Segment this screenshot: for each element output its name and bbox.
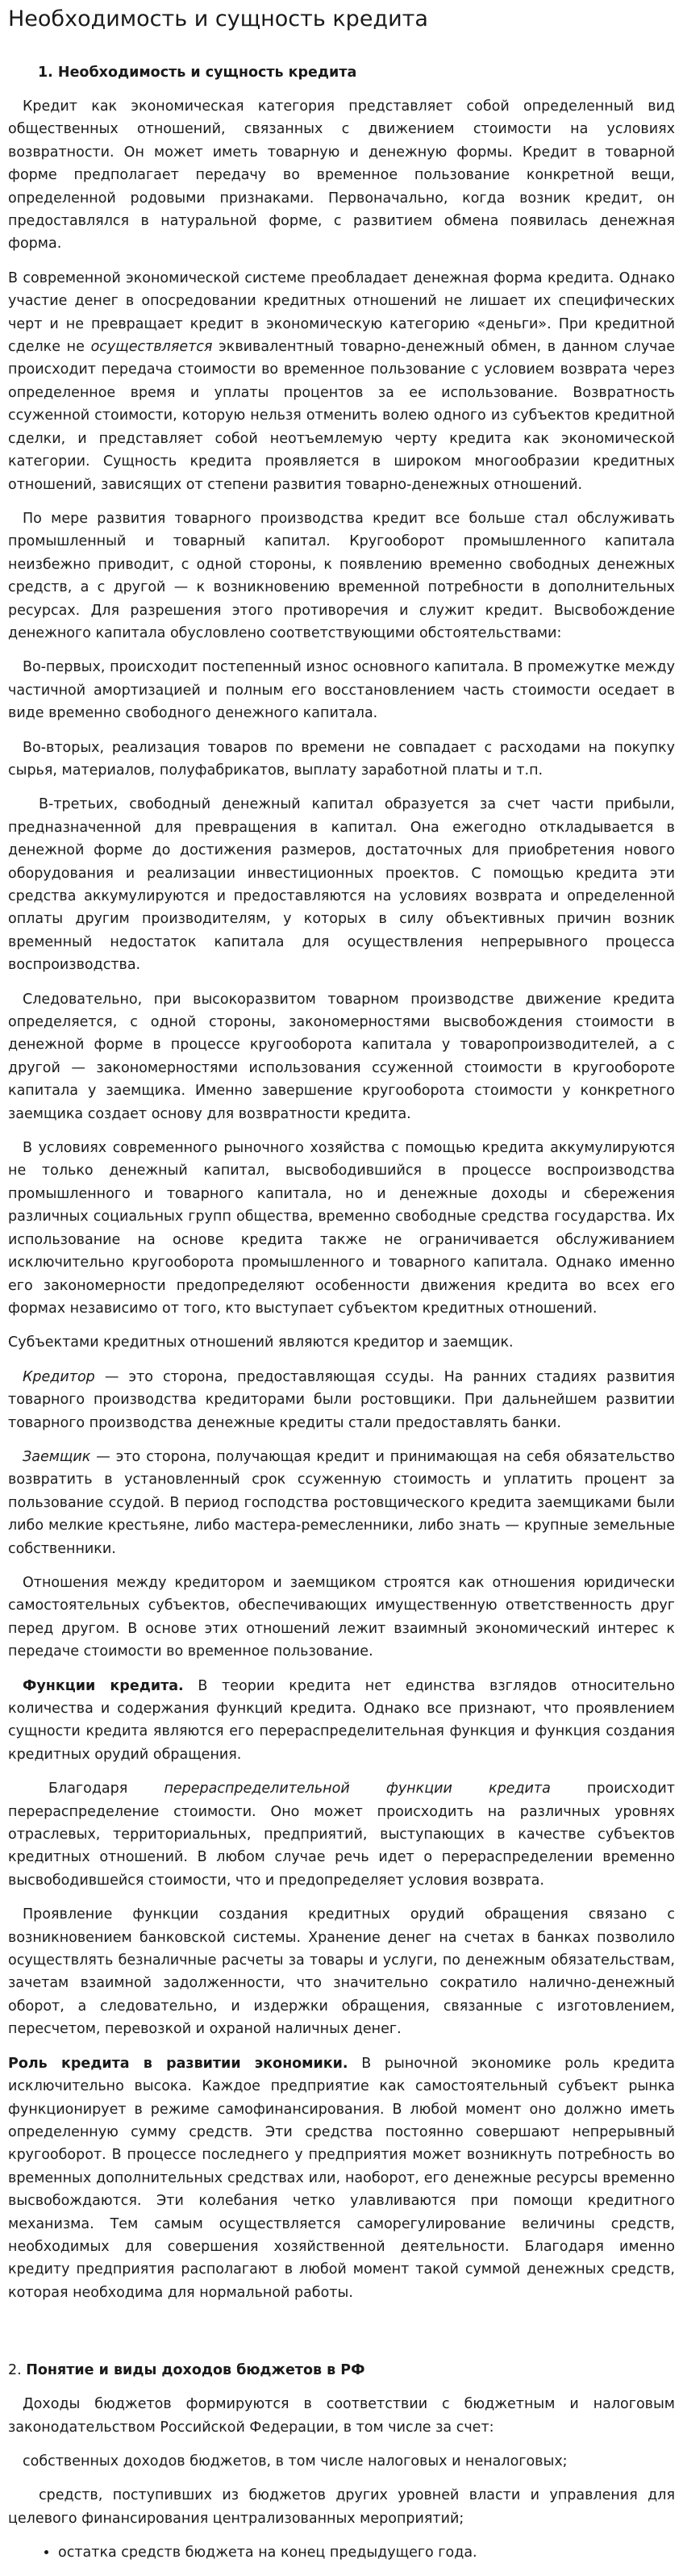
subheading-credit-functions: Функции кредита. (23, 1677, 184, 1694)
paragraph-text: В современной экономической системе преобладает денежная форма кредита. Однако участие денег в опосредовании кредитных отношений не лишает их специфических черт и не превращает кредит в экономическую категорию «деньги». При кредитной сделке не (8, 269, 675, 356)
section-heading-text: Понятие и виды доходов бюджетов в РФ (26, 2362, 365, 2379)
list-item: собственных доходов бюджетов, в том числе налоговых и неналоговых; (23, 2453, 568, 2470)
paragraph-text: — это сторона, предоставляющая ссуды. На ранних стадиях развития товарного производства кредиторами были ростовщики. При дальнейшем развитии товарного производства денежные кредиты стали предоставлять банки. (8, 1368, 675, 1431)
term-creditor: Кредитор (23, 1368, 95, 1385)
paragraph: Проявление функции создания кредитных орудий обращения связано с возникновением банковской системы. Хранение денег на счетах в банках позволило осуществлять безналичные расчеты за товары и услуги, по денежным обязательствам, зачетам взаимной задолженности, что значительно сократило налично-денежный оборот, а следовательно, и издержки обращения, связанные с изготовлением, пересчетом, перевозкой и охраной наличных денег. (8, 1906, 675, 2038)
emphasis-text: перераспределительной функции кредита (164, 1781, 551, 1797)
paragraph (8, 2052, 675, 2304)
paragraph: Доходы бюджетов формируются в соответствии с бюджетным и налоговым законодательством Российской Федерации, в том числе за счет: (8, 2396, 675, 2436)
page-title: Необходимость и сущность кредита (8, 6, 428, 31)
section-heading-budget-revenue (8, 2359, 675, 2382)
paragraph (8, 1366, 675, 1434)
section-number: 2. (8, 2362, 27, 2379)
paragraph: В условиях современного рыночного хозяйства с помощью кредита аккумулируются не только денежный капитал, высвободившийся в процессе воспроизводства промышленного и товарного капитала, но и денежные доходы и сбережения различных социальных групп общества, временно свободные средства государства. Их использование на основе кредита также не ограничивается обслуживанием исключительно кругооборота промышленного и товарного капитала. Однако именно его закономерности предопределяют особенности движения кредита во всех его формах независимо от того, кто выступает субъектом кредитных отношений. (8, 1140, 675, 1317)
paragraph: Следовательно, при высокоразвитом товарном производстве движение кредита определяется, с одной стороны, закономерностями высвобождения стоимости в денежной форме в процессе кругооборота капитала у товаропроизводителей, а с другой — закономерностями использования ссуженной стоимости в кругообороте капитала у заемщика. Именно завершение кругооборота стоимости у конкретного заемщика создает основу для возвратности кредита. (8, 991, 675, 1122)
paragraph-text: В теории кредита нет единства взглядов относительно количества и содержания функций кредита. Однако все признают, что проявлением сущности кредита являются его перераспределительная функция и функция создания кредитных орудий обращения. (8, 1677, 675, 1763)
paragraph (8, 1675, 675, 1767)
paragraph-text: Благодаря (48, 1781, 165, 1797)
paragraph (8, 267, 675, 496)
section-heading-credit: 1. Необходимость и сущность кредита (38, 65, 357, 81)
emphasis-text: осуществляется (90, 339, 213, 356)
paragraph: Во-первых, происходит постепенный износ основного капитала. В промежутке между частичной амортизацией и полным его восстановлением часть стоимости оседает в виде временно свободного денежного капитала. (8, 659, 675, 722)
subheading-credit-role: Роль кредита в развитии экономики. (8, 2055, 348, 2072)
term-borrower: Заемщик (23, 1448, 91, 1465)
bullet-list (8, 2541, 675, 2564)
paragraph: В-третьих, свободный денежный капитал образуется за счет части прибыли, предназначенной для превращения в капитал. Она ежегодно откладывается в денежной форме до достижения размеров, достаточных для приобретения нового оборудования и реализации инвестиционных проектов. С помощью кредита эти средства аккумулируются и предоставляются на условиях возврата и определенной оплаты другим производителям, у которых в силу объективных причин возник временный недостаток капитала для осуществления непрерывного процесса воспроизводства. (8, 796, 675, 974)
paragraph (8, 1777, 675, 1892)
paragraph-text: эквивалентный товарно-денежный обмен, в данном случае происходит передача стоимости во временное пользование с условием возврата через определенное время и уплаты процентов за ее использование. Возвратность ссуженной стоимости, которую нельзя отменить волею одного из субъектов кредитной сделки, и представляет собой неотъемлемую черту кредита как экономической категории. Сущность кредита проявляется в широком многообразии кредитных отношений, зависящих от степени развития товарно-денежных отношений. (8, 339, 676, 493)
paragraph: По мере развития товарного производства кредит все больше стал обслуживать промышленный и товарный капитал. Кругооборот промышленного капитала неизбежно приводит, с одной стороны, к появлению временно свободных денежных средств, а с другой — к возникновению временной потребности в дополнительных ресурсах. Для разрешения этого противоречия и служит кредит. Высвобождение денежного капитала обусловлено соответствующими обстоятельствами: (8, 510, 675, 641)
list-item: средств, поступивших из бюджетов других уровней власти и управления для целевого финансирования централизованных мероприятий; (8, 2487, 675, 2527)
paragraph-text: В рыночной экономике роль кредита исключительно высока. Каждое предприятие как самостоятельный субъект рынка функционирует в режиме самофинансирования. В любой момент оно должно иметь определенную сумму средств. Эти средства постоянно совершают непрерывный кругооборот. В процессе последнего у предприятия может возникнуть потребность во временных дополнительных средствах или, наоборот, его денежные ресурсы временно высвобождаются. Эти колебания четко улавливаются при помощи кредитного механизма. Тем самым осуществляется саморегулирование величины средств, необходимых для совершения хозяйственной деятельности. Благодаря именно кредиту предприятия располагают в любой момент такой суммой денежных средств, которая необходима для нормальной работы. (8, 2055, 675, 2301)
paragraph-text: происходит перераспределение стоимости. Оно может происходить на различных уровнях отраслевых, территориальных, предприятий, выступающих в качестве субъектов кредитных отношений. В любом случае речь идет о перераспределении временно высвободившейся стоимости, что и предопределяет условия возврата. (8, 1781, 675, 1889)
bullet-item: • остатка средств бюджета на конец предыдущего года. (58, 2541, 675, 2564)
paragraph-text: — это сторона, получающая кредит и принимающая на себя обязательство возвратить в установленный срок ссуженную стоимость и уплатить процент за пользование ссудой. В период господства ростовщического кредита заемщиками были либо мелкие крестьяне, либо мастера-ремесленники, либо знать — крупные земельные собственники. (8, 1448, 675, 1557)
paragraph: Отношения между кредитором и заемщиком строятся как отношения юридически самостоятельных субъектов, обеспечивающих имущественную ответственность друг перед другом. В основе этих отношений лежит взаимный экономический интерес к передаче стоимости во временное пользование. (8, 1574, 675, 1660)
paragraph: Во-вторых, реализация товаров по времени не совпадает с расходами на покупку сырья, материалов, полуфабрикатов, выплату заработной платы и т.п. (8, 739, 675, 779)
paragraph (8, 1446, 675, 1560)
paragraph: Субъектами кредитных отношений являются кредитор и заемщик. (8, 1334, 514, 1351)
paragraph: Кредит как экономическая категория представляет собой определенный вид общественных отношений, связанных с движением стоимости на условиях возвратности. Он может иметь товарную и денежную формы. Кредит в товарной форме предполагает передачу во временное пользование конкретной вещи, определенной родовыми признаками. Первоначально, когда возник кредит, он предоставлялся в натуральной форме, с развитием обмена появилась денежная форма. (8, 98, 675, 253)
